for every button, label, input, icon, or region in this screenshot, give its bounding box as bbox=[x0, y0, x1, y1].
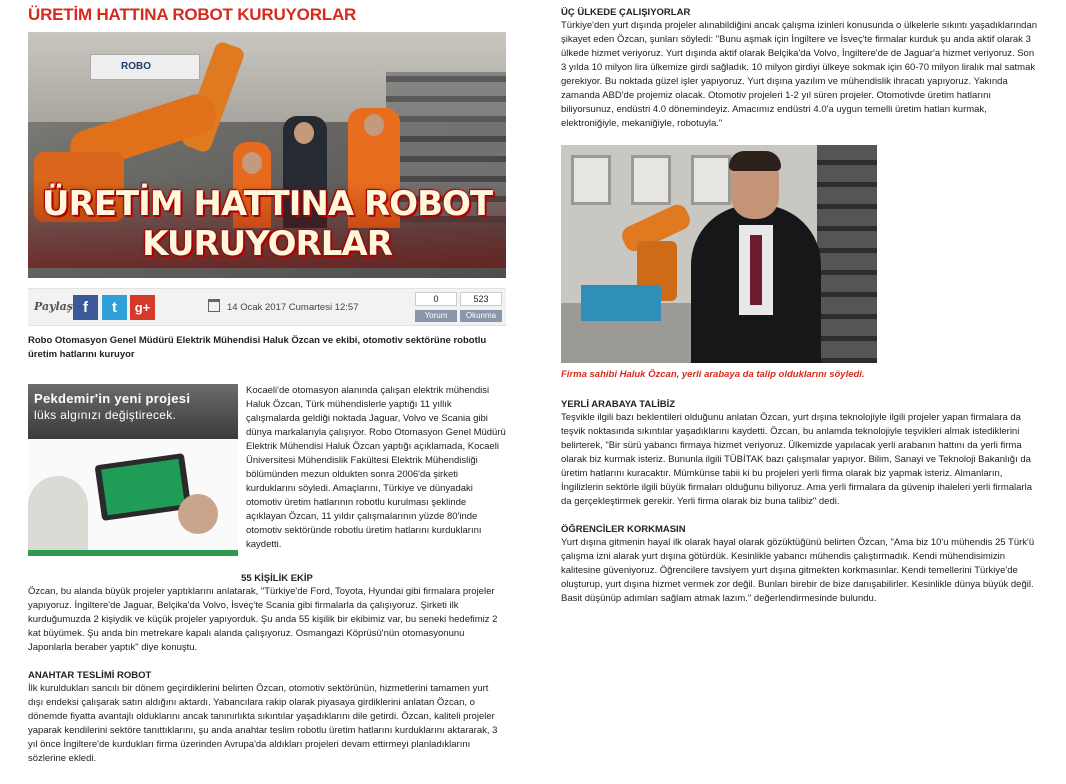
google-plus-share-button[interactable]: g+ bbox=[130, 295, 155, 320]
tablet-image bbox=[95, 453, 192, 521]
read-counter bbox=[460, 292, 502, 322]
ad-line-2: lüks algınızı değiştirecek. bbox=[34, 408, 177, 422]
share-label: Paylaş bbox=[34, 300, 73, 313]
hero-banner-text: ÜRETİM HATTINA ROBOT KURUYORLAR bbox=[28, 180, 506, 268]
section-title: 55 KİŞİLİK EKİP bbox=[241, 573, 313, 584]
section-body: Teşvikle ilgili bazı beklentileri olduğunu anlatan Özcan, yurt dışına teknolojiyle ilgili projeler yapan firmalara da teşvik noktasında sıkıntılar yaşadıklarını kaydetti. Özcan, bu anlamda teknolojiyle teşvikleri almak istediklerini belirterek, "Bir sürü yabancı firmaya hizmet veriyoruz. Ülkemizde yapılacak yerli arabanın hattını da yerli firma olarak biz kurmak isteriz. Bununla ilgili TÜBİTAK bazı çalışmalar yapıyor. Bilim, Sanayi ve Teknoloji Bakanlığı da üretim hatlarını kuracaktır. Mümkünse tabii ki bu projeleri yerli firma olarak biz yapmak isteriz. Almanların, İngilizlerin sektörle ilgili büyük firmaları olduğunu biliyoruz. Ama yerli firmalara da güvenip ihaleleri yerli firmalarla da gerçekleştirmek gerekir. Yerli firma olarak biz buna talibiz" dedi. bbox=[561, 412, 1032, 507]
read-count: 523 bbox=[460, 292, 502, 306]
page-title: ÜRETİM HATTINA ROBOT KURUYORLAR bbox=[28, 5, 357, 24]
hero-image bbox=[28, 32, 506, 278]
comment-label: Yorum bbox=[415, 310, 457, 322]
read-label: Okunma bbox=[460, 310, 502, 322]
publish-date: 14 Ocak 2017 Cumartesi 12:57 bbox=[227, 302, 359, 313]
section-body: Özcan, bu alanda büyük projeler yaptıklarını anlatarak, "Türkiye'de Ford, Toyota, Hyundai gibi firmalara projeler yapıyoruz. İngiltere'de Jaguar, Belçika'da Volvo, İsveç'te Scania gibi firmalarla da çalışıyoruz. Şirketi ilk kurduğumuzda 2 kişiydik ve küçük projeler yapıyorduk. Şu anda 55 kişilik bir ekibimiz var, bu seneki hedefimiz 2 kat büyümek. Şu anda bin metrekare kapalı alanda çalışıyoruz. Osmangazi Köprüsü'nün otomasyonunu Japonlarla beraber yaptık" diye konuştu. bbox=[28, 586, 498, 653]
comment-counter[interactable] bbox=[415, 292, 457, 322]
right-column bbox=[561, 0, 1041, 606]
ad-line-1: Pekdemir'in yeni projesi bbox=[34, 391, 191, 406]
section-body: Türkiye'den yurt dışında projeler alınabildiğini ancak çalışma izinleri konusunda o ülkelerle sıkıntı yaşadıklarından şikayet eden Özcan, şunları söyledi: "Bunu aşmak için İngiltere ve İsveç'te firmalar kurduk şu anda aktif olarak 3 ülkede hizmet veriyoruz. Yurt dışında aktif olarak Belçika'da Volvo, İngiltere'de de Jaguar'a hizmet veriyoruz. Son 3 yılda 10 milyon lira ülkemize girdi sağladık. 10 milyon girdiyi ülkeye sokmak için 60-70 milyon liralık mal satmak gerekiyor. Bu noktada güzel işler yapıyoruz. Yurt dışına yazılım ve mühendislik ihracatı yapıyoruz. Yakında zamanda ABD'de projemiz olacak. Otomotiv projeleri 1-2 yıl süren projeler. Otomotivde üretim hatlarını biliyorsunuz, endüstri 4.0 dönemindeyiz. Amacımız endüstri 4.0'a uygun temelli üretim hatları kurmak, elektroniğiyle, mekaniğiyle, robotuyla." bbox=[561, 20, 1038, 129]
section-title: YERLİ ARABAYA TALİBİZ bbox=[561, 399, 676, 410]
section-body: Yurt dışına gitmenin hayal ilk olarak hayal olarak gözüktüğünü belirten Özcan, "Ama biz 10'u mühendis 25 Türk'ü çalışma izni alarak yurt dışına götürdük. Kesinlikle yabancı mühendis çalıştırmadık. Kendi mühendisimizin kalitesine güveniyoruz. Öğrencilere tavsiyem yurt dışına gitmekten korkmasınlar. Kendi temellerini Türkiye'de oluşturup, yurt dışına hizmet vermek zor değil. Bunları birebir de bize danışabilirler. Kesinlikle dünya büyük değil. Basit düşünüp adımları sağlam atmak lazım." değerlendirmesinde bulundu. bbox=[561, 537, 1035, 604]
section-title: ÜÇ ÜLKEDE ÇALIŞIYORLAR bbox=[561, 7, 691, 18]
twitter-share-button[interactable]: t bbox=[102, 295, 127, 320]
article-photo bbox=[561, 145, 877, 363]
photo-caption: Firma sahibi Haluk Özcan, yerli arabaya da talip olduklarını söyledi. bbox=[561, 369, 865, 380]
section-body: İlk kuruldukları sancılı bir dönem geçirdiklerini belirten Özcan, otomotiv sektörünün, hizmetlerini tamamen yurt dışı endeksi çalışarak satın aldığını aktardı. Yabancılara rakip olarak piyasaya girdiklerini anlatan Özcan, o dönemde fiyatta avantajlı olduklarını ancak tanınırlıkta sıkıntılar yaşadıklarını dile getirdi. Özcan, kaliteli projeler yaparak kendilerini sektöre tanıttıklarını, şu anda anahtar teslim robotlu üretim hatlarını kurduklarını aktararak, 3 yıl önce İngiltere'de kurdukları firma üzerinden Avrupa'da aldıkları projeleri devam ettirmeyi planladıklarını sözlerine ekledi. bbox=[28, 683, 498, 764]
article-lead: Robo Otomasyon Genel Müdürü Elektrik Mühendisi Haluk Özcan ve ekibi, otomotiv sektörüne robotlu üretim hatlarını kuruyor bbox=[28, 335, 487, 360]
share-bar bbox=[28, 288, 506, 326]
advertisement-banner[interactable] bbox=[28, 384, 238, 556]
company-sign: ROBO bbox=[90, 54, 200, 80]
left-column bbox=[28, 0, 506, 766]
section-title: ANAHTAR TESLİMİ ROBOT bbox=[28, 670, 152, 681]
article-intro: Kocaeli'de otomasyon alanında çalışan elektrik mühendisi Haluk Özcan, Türk mühendislerle yaptığı 11 yıllık çalışmalarda geldiği noktada Jaguar, Volvo ve Scania gibi dünya markalarıyla çalışıyor. Robo Otomasyon Genel Müdürü Elektrik Mühendisi Haluk Özcan yaptığı açıklamada, Kocaeli Üniversitesi Mühendislik Fakültesi Elektrik Mühendisliği bölümünden mezun oldukten sonra 2006'da şirketi kurduklarını söyledi. Amaçlarını, Türkiye ve dünyadaki otomotiv üretim hatlarının robotlu kurulması şeklinde açıklayan Özcan, 11 yıldır çalışmalarının yüzde 80'inde otomotiv sektöründe robotlu üretim hatlarını kurduklarını kaydetti. bbox=[246, 385, 506, 550]
facebook-share-button[interactable]: f bbox=[73, 295, 98, 320]
comment-count: 0 bbox=[415, 292, 457, 306]
section-title: ÖĞRENCİLER KORKMASIN bbox=[561, 524, 686, 535]
